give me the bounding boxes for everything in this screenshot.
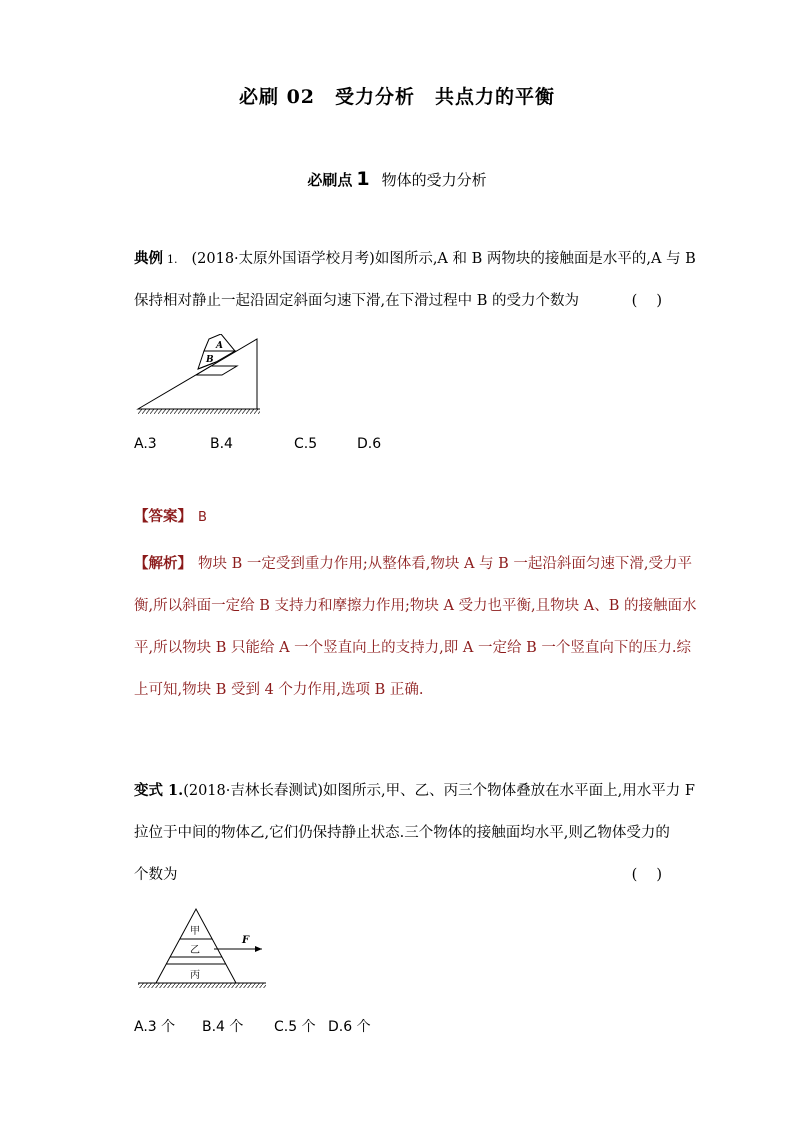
variant-option-b[interactable]: B.4 个 — [202, 1019, 244, 1035]
stack-figure — [134, 905, 274, 995]
answer-block — [134, 496, 662, 538]
variant-options — [134, 1016, 371, 1036]
example-question — [134, 238, 696, 322]
example-index: 1. — [167, 253, 178, 266]
example-line-2 — [134, 280, 662, 322]
example-options — [134, 436, 381, 452]
example-label: 典例 — [134, 250, 163, 267]
section-prefix: 必刷点 — [307, 171, 353, 189]
variant-line-1: (2018·吉林长春测试)如图所示,甲、乙、丙三个物体叠放在水平面上,用水平力 F — [183, 783, 695, 799]
analysis-line-1: 物块 B 一定受到重力作用;从整体看,物块 A 与 B 一起沿斜面匀速下滑,受力平 — [198, 556, 693, 572]
force-label: F — [242, 935, 250, 946]
variant-option-a[interactable]: A.3 个 — [134, 1019, 176, 1035]
analysis-line-4: 上可知,物块 B 受到 4 个力作用,选项 B 正确. — [134, 682, 424, 698]
stacked-blocks — [134, 334, 264, 416]
block-a-label: A — [216, 341, 223, 351]
answer-value: B — [198, 510, 207, 525]
page-title: 必刷 02 受力分析 共点力的平衡 — [238, 86, 556, 108]
variant-option-d[interactable]: D.6 个 — [328, 1019, 371, 1035]
ground-hatch-2 — [138, 983, 266, 988]
example-option-b[interactable]: B.4 — [210, 436, 233, 452]
example-text-2: 保持相对静止一起沿固定斜面匀速下滑,在下滑过程中 B 的受力个数为 — [134, 293, 579, 309]
block-b-label: B — [206, 355, 214, 365]
answer-parenthesis: ( ) — [631, 293, 662, 309]
example-line-1 — [134, 238, 696, 280]
variant-answer-parenthesis: ( ) — [631, 867, 662, 883]
section-number: 1 — [356, 168, 370, 190]
variant-line-3: 个数为 — [134, 867, 178, 883]
analysis-label: 【解析】 — [134, 555, 192, 572]
analysis-line-2: 衡,所以斜面一定给 B 支持力和摩擦力作用;物块 A 受力也平衡,且物块 A、B 的接触面水 — [134, 598, 697, 614]
example-text-1: (2018·太原外国语学校月考)如图所示,A 和 B 两物块的接触面是水平的,A 与 B — [191, 251, 696, 267]
variant-option-c[interactable]: C.5 个 — [274, 1019, 316, 1035]
answer-label: 【答案】 — [134, 508, 192, 525]
variant-line-2: 拉位于中间的物体乙,它们仍保持静止状态.三个物体的接触面均水平,则乙物体受力的 — [134, 825, 670, 841]
block-jia-label: 甲 — [190, 926, 200, 937]
section-heading — [0, 168, 794, 190]
analysis-line-3: 平,所以物块 B 只能给 A 一个竖直向上的支持力,即 A 一定给 B 一个竖直向下的压力.综 — [134, 640, 691, 656]
variant-question — [134, 770, 695, 896]
example-option-a[interactable]: A.3 — [134, 436, 157, 452]
block-yi-label: 乙 — [190, 945, 200, 956]
variant-label: 变式 1. — [134, 782, 184, 799]
block-bing-label: 丙 — [190, 970, 200, 981]
section-name: 物体的受力分析 — [381, 171, 487, 189]
example-option-c[interactable]: C.5 — [294, 436, 318, 452]
analysis-block — [134, 543, 697, 711]
example-option-d[interactable]: D.6 — [357, 436, 382, 452]
